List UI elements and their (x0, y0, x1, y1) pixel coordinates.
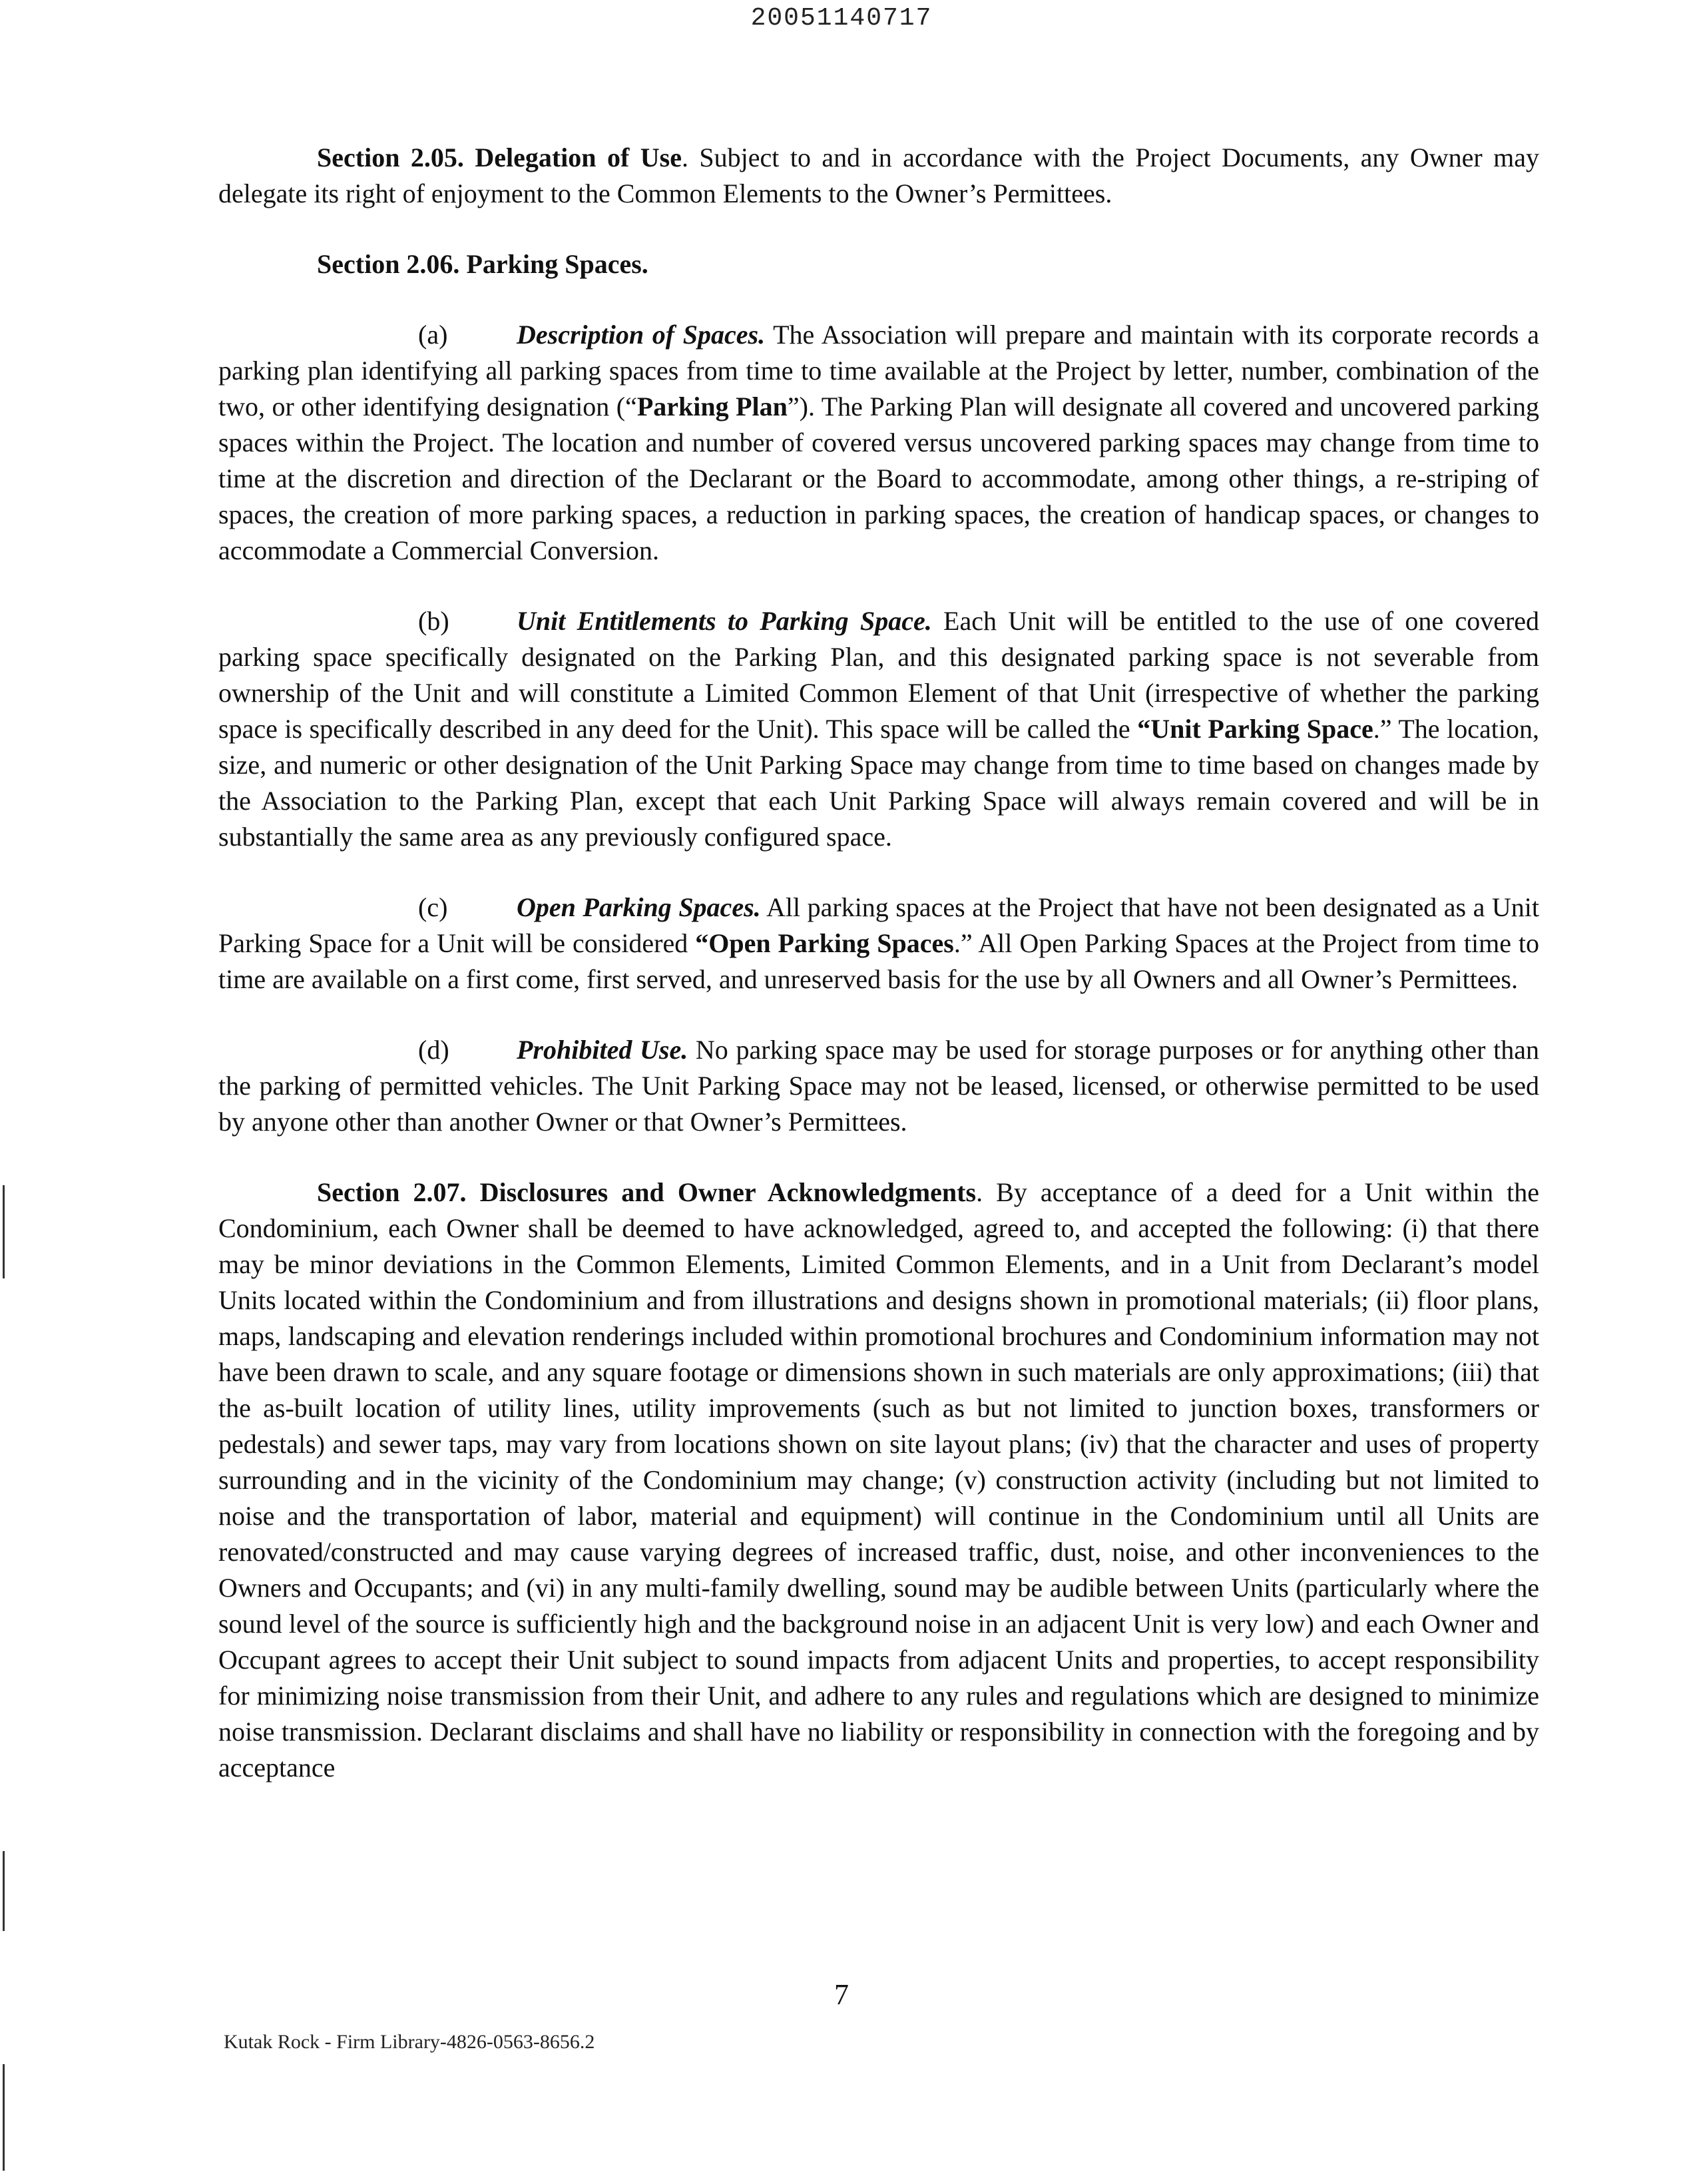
subsection-d: (d) Prohibited Use. No parking space may be used for storage purposes or for anything other than the parking of permitted vehicles. The Unit Parking Space may not be leased, licensed, or otherwise permitted to be used by anyone other than another Owner or that Owner’s Permittees. (218, 1032, 1539, 1140)
subsection-b: (b) Unit Entitlements to Parking Space. Each Unit will be entitled to the use of one covered parking space specifically designated on the Parking Plan, and this designated parking space is not severable from ownership of the Unit and will constitute a Limited Common Element of that Unit (irrespective of whether the parking space is specifically described in any deed for the Unit). This space will be called the “Unit Parking Space.” The location, size, and numeric or other designation of the Unit Parking Space may change from time to time based on changes made by the Association to the Parking Plan, except that each Unit Parking Space will always remain covered and will be in substantially the same area as any previously configured space. (218, 603, 1539, 855)
section-2-05: Section 2.05. Delegation of Use. Subject to and in accordance with the Project Documents, any Owner may delegate its right of enjoyment to the Common Elements to the Owner’s Permittees. (218, 142, 1540, 208)
section-2-06-heading (218, 246, 1539, 282)
subsection-marker: (d) (418, 1035, 449, 1065)
subsection-title: Description of Spaces (517, 320, 759, 350)
subsection-text-cont: ”). The Parking Plan will designate all covered and uncovered parking spaces within the Project. The location and number of covered versus uncovered parking spaces may change from time to time at the discretion and direction of the Declarant or the Board to accommodate, among other things, a re-striping of spaces, the creation of more parking spaces, a reduction in parking spaces, the creation of handicap spaces, or changes to accommodate a Commercial Conversion. (218, 392, 1539, 565)
subsection-marker: (b) (418, 606, 449, 636)
section-title: Parking Spaces. (466, 249, 648, 279)
section-text: Subject to and in accordance with the Project Documents, any Owner may delegate its right of enjoyment to the Common Elements to the Owner’s Permittees. (218, 142, 1540, 208)
subsection-text-cont: .” The location, size, and numeric or other designation of the Unit Parking Space may change from time to time based on changes made by the Association to the Parking Plan, except that each Unit Parking Space will always remain covered and will be in substantially the same area as any previously configured space. (218, 714, 1539, 852)
subsection-text: No parking space may be used for storage purposes or for anything other than the parking of permitted vehicles. The Unit Parking Space may not be leased, licensed, or otherwise permitted to be used by anyone other than another Owner or that Owner’s Permittees. (218, 1035, 1540, 1137)
scan-edge-mark (3, 2064, 5, 2171)
section-title: Disclosures and Owner Acknowledgments (479, 1177, 977, 1207)
subsection-c: (c) Open Parking Spaces. All parking spaces at the Project that have not been designated as a Unit Parking Space for a Unit will be considered “Open Parking Spaces.” All Open Parking Spaces at the Project from time to time are available on a first come, first served, and unreserved basis for the use by all Owners and all Owner’s Permittees. (218, 890, 1539, 997)
section-number: Section 2.05. (317, 142, 464, 172)
subsection-title: Open Parking Spaces (517, 892, 754, 922)
section-title: Delegation of Use (475, 142, 682, 172)
subsection-title: Unit Entitlements to Parking Space (517, 606, 925, 636)
document-number: 20051140717 (750, 4, 933, 33)
section-2-07: Section 2.07. Disclosures and Owner Acknowledgments. By acceptance of a deed for a Unit within the Condominium, each Owner shall be deemed to have acknowledged, agreed to, and accepted the following: (i) that there may be minor deviations in the Common Elements, Limited Common Elements, and in a Unit from Declarant’s model Units located within the Condominium and from illustrations and designs shown in promotional materials; (ii) floor plans, maps, landscaping and elevation renderings included within promotional brochures and Condominium information may not have been drawn to scale, and any square footage or dimensions shown in such materials are only approximations; (iii) that the as-built location of utility lines, utility improvements (such as but not limited to junction boxes, transformers or pedestals) and sewer taps, may vary from locations shown on site layout plans; (iv) that the character and uses of property surrounding and in the vicinity of the Condominium may change; (v) construction activity (including but not limited to noise and the transportation of labor, material and equipment) will continue in the Condominium until all Units are renovated/constructed and may cause varying degrees of increased traffic, dust, noise, and other inconveniences to the Owners and Occupants; and (vi) in any multi-family dwelling, sound may be audible between Units (particularly where the sound level of the source is sufficiently high and the background noise in an adjacent Unit is very low) and each Owner and Occupant agrees to accept their Unit subject to sound impacts from adjacent Units and properties, to accept responsibility for minimizing noise transmission from their Unit, and adhere to any rules and regulations which are designed to minimize noise transmission. Declarant disclaims and shall have no liability or responsibility in connection with the foregoing and by acceptance (218, 1177, 1540, 1782)
footer-library-ref: Kutak Rock - Firm Library-4826-0563-8656.2 (224, 2031, 595, 2053)
defined-term: “Unit Parking Space (1137, 714, 1373, 744)
subsection-marker: (a) (418, 320, 448, 350)
defined-term: “Open Parking Spaces (695, 928, 954, 958)
section-number: Section 2.06. (317, 249, 460, 279)
subsection-text-cont: .” All Open Parking Spaces at the Project from time to time are available on a first come, first served, and unreserved basis for the use by all Owners and all Owner’s Permittees. (218, 928, 1539, 994)
document-body (218, 140, 1539, 1820)
subsection-marker: (c) (418, 892, 448, 922)
subsection-text: Each Unit will be entitled to the use of one covered parking space specifically designated on the Parking Plan, and this designated parking space is not severable from ownership of the Unit and will constitute a Limited Common Element of that Unit (irrespective of whether the parking space is specifically described in any deed for the Unit). This space will be called the (218, 606, 1540, 744)
subsection-text: The Association will prepare and maintain with its corporate records a parking plan identifying all parking spaces from time to time available at the Project by letter, number, combination of the two, or other identifying designation (“ (218, 320, 1539, 421)
section-number: Section 2.07. (317, 1177, 467, 1207)
subsection-title: Prohibited Use (517, 1035, 682, 1065)
page-number: 7 (834, 1978, 849, 2011)
scan-edge-mark (3, 1851, 5, 1931)
section-text: By acceptance of a deed for a Unit within the Condominium, each Owner shall be deemed to have acknowledged, agreed to, and accepted the following: (i) that there may be minor deviations in the Common Elements, Limited Common Elements, and in a Unit from Declarant’s model Units located within the Condominium and from illustrations and designs shown in promotional materials; (ii) floor plans, maps, landscaping and elevation renderings included within promotional brochures and Condominium information may not have been drawn to scale, and any square footage or dimensions shown in such materials are only approximations; (iii) that the as-built location of utility lines, utility improvements (such as but not limited to junction boxes, transformers or pedestals) and sewer taps, may vary from locations shown on site layout plans; (iv) that the character and uses of property surrounding and in the vicinity of the Condominium may change; (v) construction activity (including but not limited to noise and the transportation of labor, material and equipment) will continue in the Condominium until all Units are renovated/constructed and may cause varying degrees of increased traffic, dust, noise, and other inconveniences to the Owners and Occupants; and (vi) in any multi-family dwelling, sound may be audible between Units (particularly where the sound level of the source is sufficiently high and the background noise in an adjacent Unit is very low) and each Owner and Occupant agrees to accept their Unit subject to sound impacts from adjacent Units and properties, to accept responsibility for minimizing noise transmission from their Unit, and adhere to any rules and regulations which are designed to minimize noise transmission. Declarant disclaims and shall have no liability or responsibility in connection with the foregoing and by acceptance (218, 1177, 1540, 1782)
defined-term: Parking Plan (636, 392, 788, 421)
subsection-a: (a) Description of Spaces. The Association will prepare and maintain with its corporate records a parking plan identifying all parking spaces from time to time available at the Project by letter, number, combination of the two, or other identifying designation (“Parking Plan”). The Parking Plan will designate all covered and uncovered parking spaces within the Project. The location and number of covered versus uncovered parking spaces may change from time to time at the discretion and direction of the Declarant or the Board to accommodate, among other things, a re-striping of spaces, the creation of more parking spaces, a reduction in parking spaces, the creation of handicap spaces, or changes to accommodate a Commercial Conversion. (218, 317, 1539, 569)
scan-edge-mark (3, 1185, 5, 1278)
subsection-text: All parking spaces at the Project that have not been designated as a Unit Parking Space for a Unit will be considered (218, 892, 1539, 958)
